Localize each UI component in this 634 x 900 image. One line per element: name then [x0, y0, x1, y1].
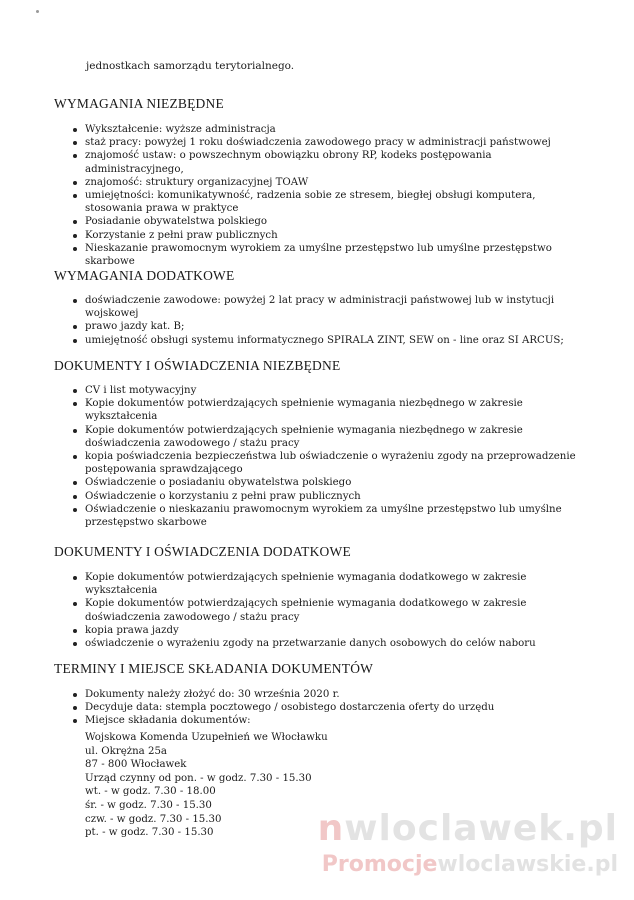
- intro-text: jednostkach samorządu terytorialnego.: [86, 60, 295, 72]
- list-item: kopia prawa jazdy: [70, 624, 590, 637]
- list-item: staż pracy: powyżej 1 roku doświadczenia zawodowego pracy w administracji państwowej: [70, 136, 590, 149]
- list-item: Oświadczenie o korzystaniu z pełni praw publicznych: [70, 490, 590, 503]
- list-item: Kopie dokumentów potwierdzających spełnienie wymagania dodatkowego w zakresie wykształcenia: [70, 571, 590, 597]
- list-item: Posiadanie obywatelstwa polskiego: [70, 215, 590, 228]
- list-item: Kopie dokumentów potwierdzających spełnienie wymagania niezbędnego w zakresie doświadczenia zawodowego / stażu pracy: [70, 424, 590, 450]
- documents-required-list: [70, 384, 590, 529]
- list-item: umiejętność obsługi systemu informatycznego SPIRALA ZINT, SEW on - line oraz SI ARCUS;: [70, 334, 590, 347]
- scan-speck: [36, 10, 39, 13]
- list-item: CV i list motywacyjny: [70, 384, 590, 397]
- list-item: Korzystanie z pełni praw publicznych: [70, 229, 590, 242]
- address-line: wt. - w godz. 7.30 - 18.00: [85, 786, 216, 798]
- watermark-logo-promocje: Promocjewloclawskie.pl: [321, 852, 618, 877]
- address-line: czw. - w godz. 7.30 - 15.30: [85, 813, 222, 825]
- section-heading-additional: WYMAGANIA DODATKOWE: [54, 268, 235, 283]
- list-item: Kopie dokumentów potwierdzających spełnienie wymagania niezbędnego w zakresie wykształcenia: [70, 397, 590, 423]
- list-item: Decyduje data: stempla pocztowego / osobistego dostarczenia oferty do urzędu: [70, 701, 590, 714]
- section-heading-documents-required: DOKUMENTY I OŚWIADCZENIA NIEZBĘDNE: [54, 358, 341, 373]
- list-item: prawo jazdy kat. B;: [70, 320, 590, 333]
- list-item: umiejętności: komunikatywność, radzenia sobie ze stresem, biegłej obsługi komputera, stosowania prawa w praktyce: [70, 189, 590, 215]
- address-line: Wojskowa Komenda Uzupełnień we Włocławku: [85, 732, 328, 743]
- section-heading-deadlines: TERMINY I MIEJSCE SKŁADANIA DOKUMENTÓW: [54, 661, 374, 676]
- list-item: Miejsce składania dokumentów:: [70, 714, 590, 727]
- list-item: znajomość ustaw: o powszechnym obowiązku obrony RP, kodeks postępowania administracyjnego,: [70, 149, 590, 175]
- section-heading-documents-additional: DOKUMENTY I OŚWIADCZENIA DODATKOWE: [54, 544, 351, 559]
- office-address: [85, 731, 328, 840]
- address-line: ul. Okrężna 25a: [85, 745, 167, 757]
- list-item: Kopie dokumentów potwierdzających spełnienie wymagania dodatkowego w zakresie doświadczenia zawodowego / stażu pracy: [70, 597, 590, 623]
- required-list: [70, 123, 590, 268]
- list-item: Oświadczenie o nieskazaniu prawomocnym wyrokiem za umyślne przestępstwo lub umyślne przestępstwo skarbowe: [70, 503, 590, 529]
- list-item: oświadczenie o wyrażeniu zgody na przetwarzanie danych osobowych do celów naboru: [70, 637, 590, 650]
- list-item: Wykształcenie: wyższe administracja: [70, 123, 590, 136]
- watermark-logo-nwloclawek: nwloclawek.pl: [317, 808, 618, 849]
- list-item: Oświadczenie o posiadaniu obywatelstwa polskiego: [70, 476, 590, 489]
- list-item: doświadczenie zawodowe: powyżej 2 lat pracy w administracji państwowej lub w instytucji wojskowej: [70, 294, 590, 320]
- address-line: pt. - w godz. 7.30 - 15.30: [85, 827, 214, 839]
- documents-additional-list: [70, 571, 590, 650]
- list-item: znajomość: struktury organizacyjnej TOAW: [70, 176, 590, 189]
- address-line: śr. - w godz. 7.30 - 15.30: [85, 799, 212, 811]
- address-line: Urząd czynny od pon. - w godz. 7.30 - 15.30: [85, 772, 312, 784]
- list-item: Nieskazanie prawomocnym wyrokiem za umyślne przestępstwo lub umyślne przestępstwo skarbowe: [70, 242, 590, 268]
- additional-list: [70, 294, 590, 347]
- list-item: kopia poświadczenia bezpieczeństwa lub oświadczenie o wyrażeniu zgody na przeprowadzenie postępowania sprawdzającego: [70, 450, 590, 476]
- section-heading-required: WYMAGANIA NIEZBĘDNE: [54, 96, 224, 111]
- address-line: 87 - 800 Włocławek: [85, 759, 187, 771]
- list-item: Dokumenty należy złożyć do: 30 września 2020 r.: [70, 688, 590, 701]
- deadlines-list: [70, 688, 590, 728]
